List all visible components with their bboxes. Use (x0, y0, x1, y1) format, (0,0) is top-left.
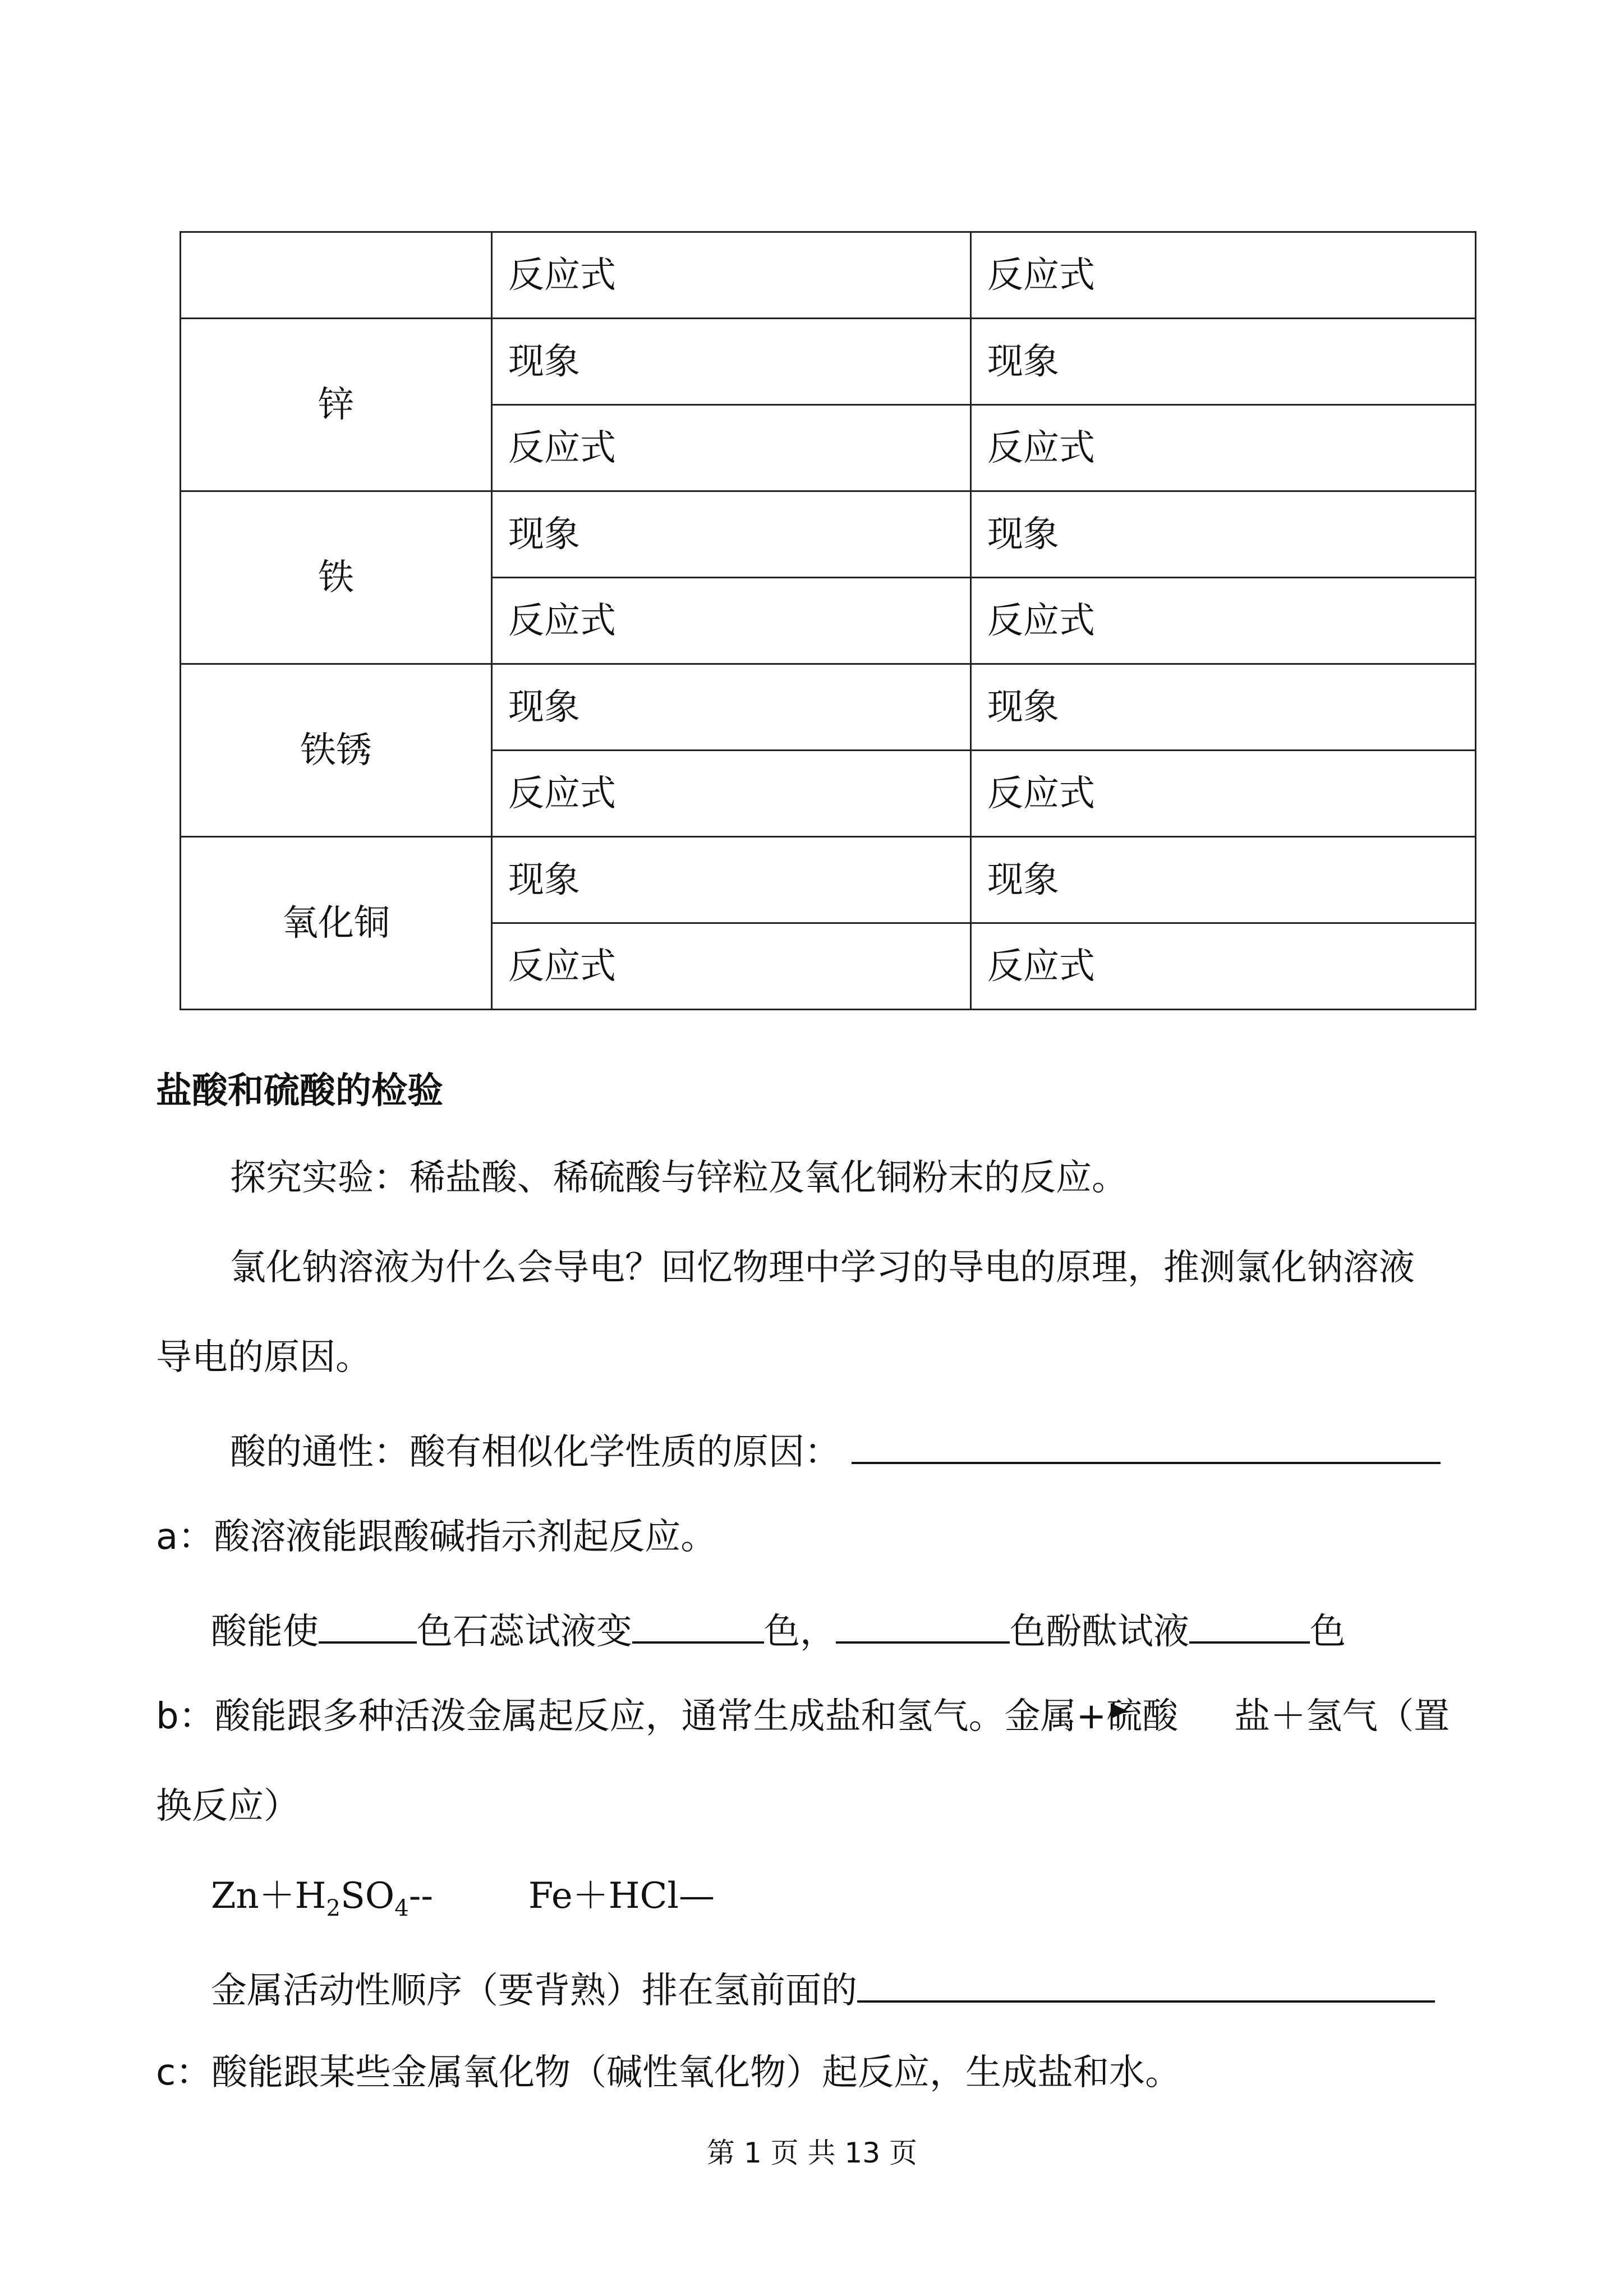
table-cell: 现象 (971, 664, 1476, 751)
indicator-text-2: 色石蕊试液变 (417, 1611, 632, 1653)
indicator-text-4: 色酚酞试液 (1010, 1611, 1189, 1653)
table-row (181, 491, 1476, 578)
table-row (181, 664, 1476, 751)
paragraph-acid-properties (230, 1425, 1441, 1475)
acid-properties-text: 酸的通性：酸有相似化学性质的原因： (230, 1432, 840, 1473)
table-row (181, 837, 1476, 923)
table-row (181, 319, 1476, 405)
activity-series-text: 金属活动性顺序（要背熟）排在氢前面的 (211, 1970, 857, 2012)
table-cell: 反应式 (492, 751, 971, 837)
paragraph-indicator (211, 1604, 1346, 1654)
table-cell: 现象 (492, 319, 971, 405)
table-cell: 反应式 (971, 405, 1476, 491)
equation-line (211, 1874, 715, 1921)
page-footer: 第 1 页 共 13 页 (707, 2137, 917, 2169)
table-cell: 反应式 (492, 405, 971, 491)
table-cell: 现象 (492, 664, 971, 751)
paragraph-conductivity-line2: 导电的原因。 (156, 1337, 371, 1378)
answer-blank[interactable] (319, 1604, 417, 1644)
table-cell: 反应式 (971, 578, 1476, 664)
answer-blank[interactable] (857, 1963, 1435, 2003)
table-cell: 现象 (492, 491, 971, 578)
paragraph-b-line2: 换反应） (156, 1786, 300, 1827)
table-cell: 反应式 (971, 751, 1476, 837)
section-title: 盐酸和硫酸的检验 (156, 1070, 443, 1112)
paragraph-activity-series (211, 1963, 1435, 2013)
subject-cell: 锌 (181, 319, 492, 491)
zinc-equation: $Zn+H_2SO_4--$ (211, 1875, 433, 1921)
table-cell: 反应式 (492, 578, 971, 664)
sulfuric-acid-text: 硫酸 (1106, 1696, 1179, 1737)
subject-cell: 铁 (181, 491, 492, 664)
paragraph-a: a：酸溶液能跟酸碱指示剂起反应。 (156, 1516, 717, 1558)
subject-cell: 氧化铜 (181, 837, 492, 1010)
subject-cell: 铁锈 (181, 664, 492, 837)
reaction-table (180, 231, 1476, 1010)
table-cell: 反应式 (492, 923, 971, 1010)
table-cell (181, 232, 492, 319)
indicator-text-5: 色 (1310, 1611, 1346, 1653)
table-cell: 现象 (971, 319, 1476, 405)
indicator-text-3: 色， (764, 1611, 836, 1653)
paragraph-conductivity-line1: 氯化钠溶液为什么会导电？回忆物理中学习的导电的原理，推测氯化钠溶液 (230, 1247, 1415, 1289)
table-row (181, 232, 1476, 319)
paragraph-c: c：酸能跟某些金属氧化物（碱性氧化物）起反应，生成盐和水。 (156, 2052, 1181, 2093)
products-text: 盐＋氢气（置 (1234, 1696, 1450, 1737)
indicator-text-1: 酸能使 (211, 1611, 319, 1653)
metal-reaction-text: b：酸能跟多种活泼金属起反应，通常生成盐和氢气。金属 (156, 1696, 1076, 1737)
answer-blank[interactable] (836, 1604, 1010, 1644)
arrow-icon (1111, 1703, 1128, 1719)
answer-blank[interactable] (632, 1604, 764, 1644)
table-cell: 现象 (971, 491, 1476, 578)
table-cell: 反应式 (971, 232, 1476, 319)
table-cell: 反应式 (492, 232, 971, 319)
table-cell: 现象 (492, 837, 971, 923)
iron-equation: Fe＋HCl— (528, 1875, 715, 1917)
table-cell: 反应式 (971, 923, 1476, 1010)
plus-sign: + (1076, 1696, 1107, 1737)
answer-blank[interactable] (1189, 1604, 1310, 1644)
answer-blank[interactable] (852, 1425, 1441, 1464)
paragraph-experiment: 探究实验：稀盐酸、稀硫酸与锌粒及氧化铜粉末的反应。 (230, 1157, 1128, 1199)
table-cell: 现象 (971, 837, 1476, 923)
paragraph-b-line1 (156, 1694, 1450, 1739)
